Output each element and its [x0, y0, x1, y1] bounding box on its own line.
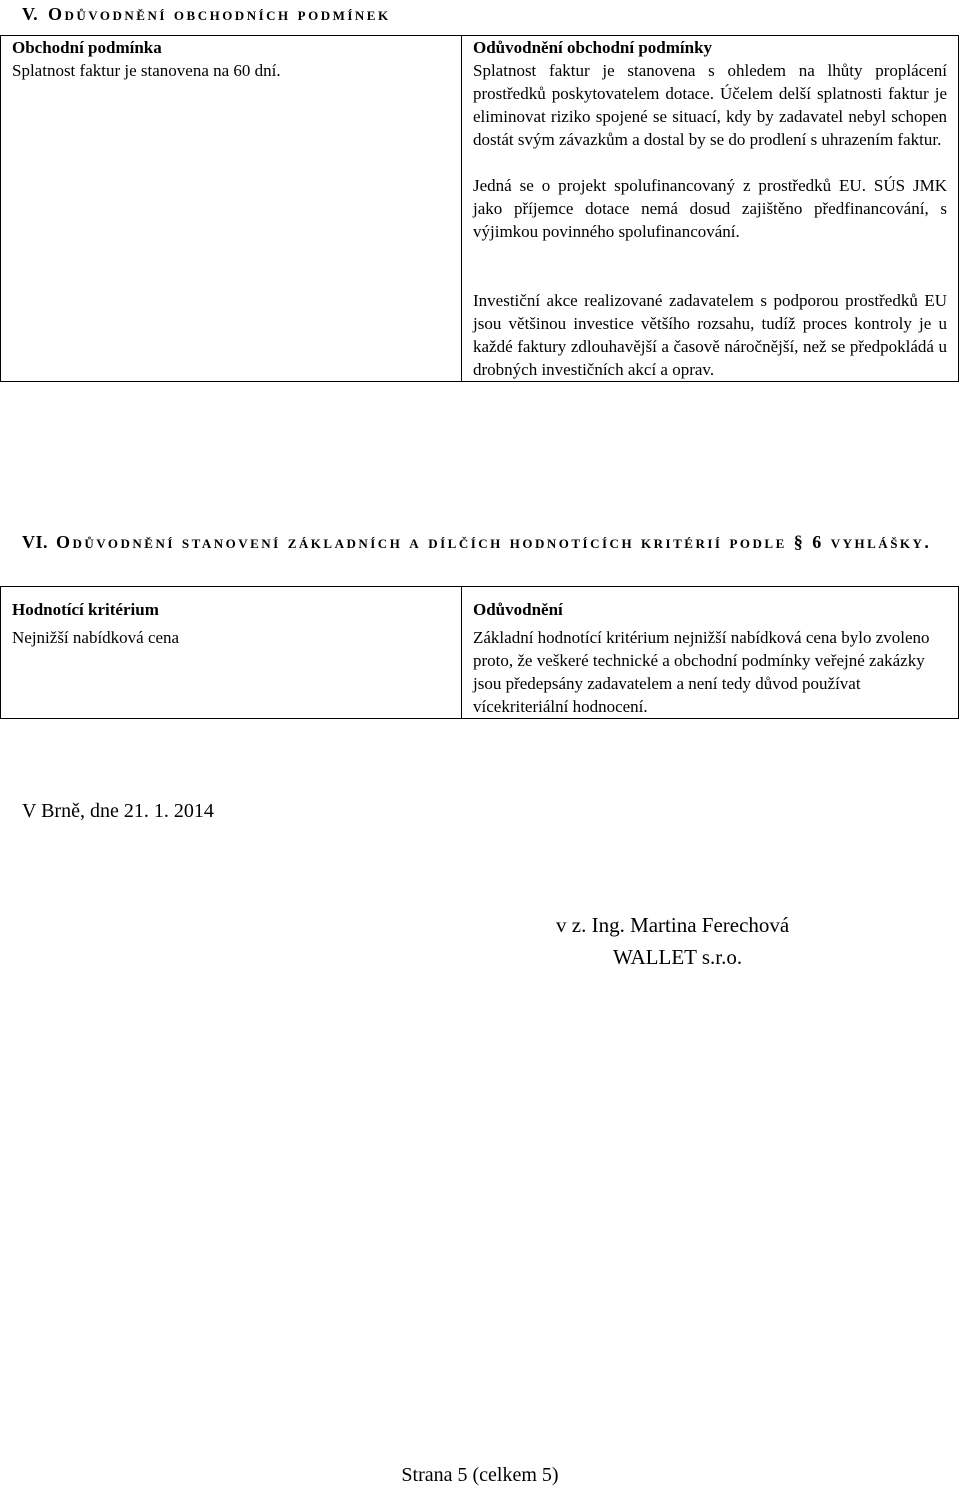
column-header-justification: Odůvodnění obchodní podmínky — [462, 36, 959, 60]
signatory-company: WALLET s.r.o. — [613, 945, 743, 969]
table-row — [1, 626, 959, 719]
table-header-row — [1, 587, 959, 627]
criterion-cell — [1, 626, 462, 719]
signatory-name: v z. Ing. Martina Ferechová — [556, 913, 790, 937]
justification-paragraph-3: Investiční akce realizované zadavatelem s podporou prostředků EU jsou většinou investice většího rozsahu, tudíž proces kontroly je u každé faktury zdlouhavější a časově náročnější, než se předpokládá u drobných investičních akcí a oprav. — [473, 291, 947, 379]
justification-cell — [462, 59, 959, 382]
section-6-number: VI. — [22, 532, 49, 552]
page-footer: Strana 5 (celkem 5) — [401, 1464, 559, 1486]
section-5-number: V. — [22, 4, 39, 24]
condition-cell — [1, 59, 462, 382]
place-and-date: V Brně, dne 21. 1. 2014 — [22, 800, 214, 822]
section-6-title: Odůvodnění stanovení základních a dílčích hodnotících kritérií podle § 6 vyhlášky. — [56, 532, 932, 552]
reason-cell — [462, 626, 959, 719]
justification-paragraph-2: Jedná se o projekt spolufinancovaný z prostředků EU. SÚS JMK jako příjemce dotace nemá dosud zajištěno předfinancování, s výjimkou povinného spolufinancování. — [473, 176, 947, 241]
column-header-reason: Odůvodnění — [462, 587, 959, 627]
business-terms-table — [0, 35, 959, 382]
table-header-row — [1, 36, 959, 60]
condition-text: Splatnost faktur je stanovena na 60 dní. — [12, 61, 281, 80]
section-5-heading — [22, 2, 391, 26]
criterion-text: Nejnižší nabídková cena — [12, 628, 180, 647]
column-header-condition: Obchodní podmínka — [1, 36, 462, 60]
section-6-heading — [22, 529, 942, 555]
column-header-criterion: Hodnotící kritérium — [1, 587, 462, 627]
reason-text: Základní hodnotící kritérium nejnižší nabídková cena bylo zvoleno proto, že veškeré technické a obchodní podmínky veřejné zakázky jsou předepsány zadavatelem a není tedy důvod používat vícekriteriální hodnocení. — [473, 628, 930, 716]
signature-block — [556, 909, 789, 973]
criteria-table — [0, 586, 959, 719]
section-5-title: Odůvodnění obchodních podmínek — [48, 4, 391, 24]
table-row — [1, 59, 959, 382]
justification-paragraph-1: Splatnost faktur je stanovena s ohledem na lhůty proplácení prostředků poskytovatelem dotace. Účelem delší splatnosti faktur je eliminovat riziko spojené se situací, kdy by zadavatel nebyl schopen dostát svým závazkům a dostal by se do prodlení s uhrazením faktur. — [473, 61, 947, 149]
